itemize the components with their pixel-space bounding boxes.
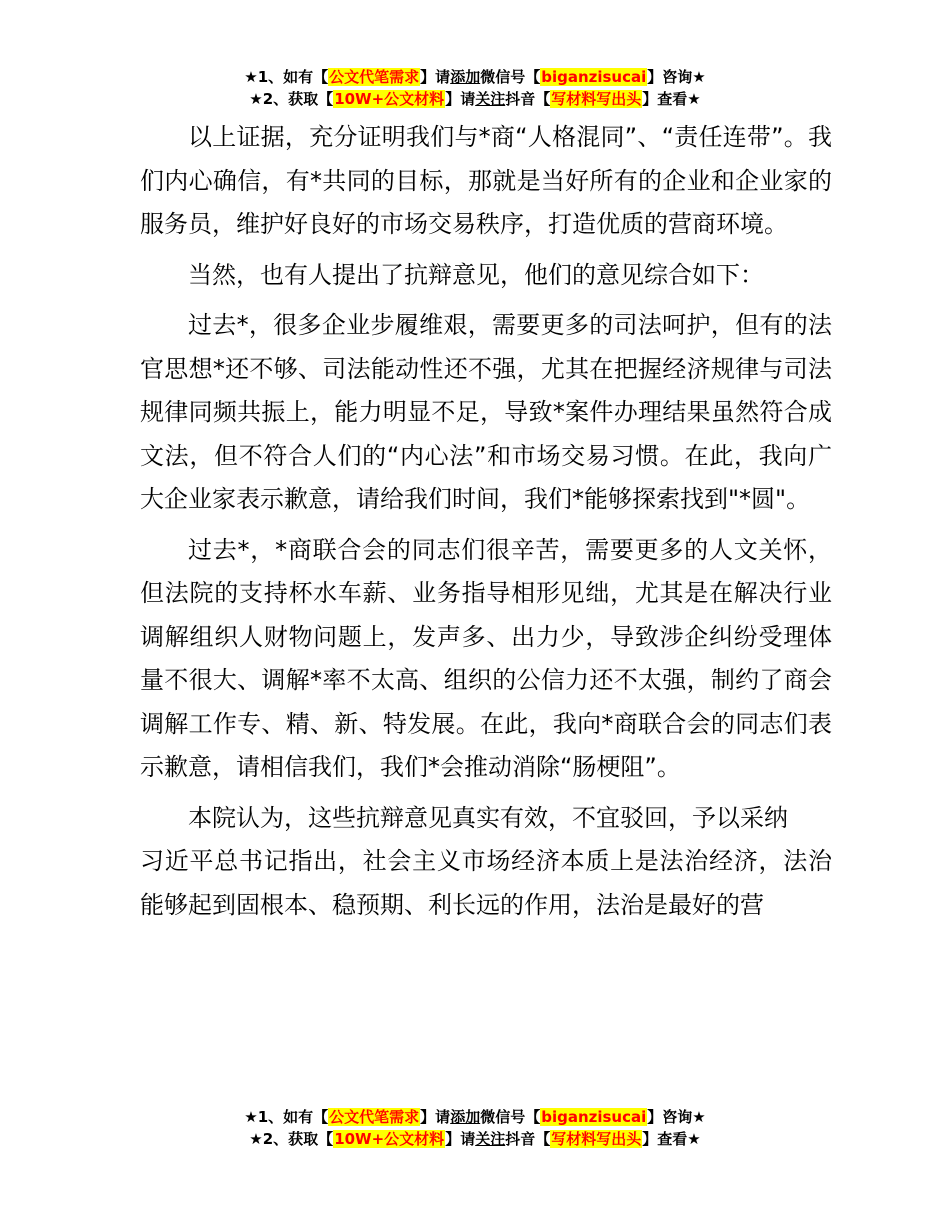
highlight-service: 公文代笔需求 — [329, 1108, 420, 1126]
banner-line-1: ★1、如有【公文代笔需求】请添加微信号【biganzisucai】咨询★ — [244, 68, 706, 86]
highlight-materials: 10W+公文材料 — [334, 90, 445, 108]
banner-line-1: ★1、如有【公文代笔需求】请添加微信号【biganzisucai】咨询★ — [244, 1108, 706, 1126]
highlight-douyin: 写材料写出头 — [551, 90, 642, 108]
paragraph-court-opinion: 本院认为，这些抗辩意见真实有效，不宜驳回，予以采纳 — [188, 803, 788, 832]
highlight-service: 公文代笔需求 — [329, 68, 420, 86]
document-body — [140, 116, 832, 934]
highlight-wechat-id: biganzisucai — [541, 1108, 647, 1126]
paragraph-defense-intro: 当然，也有人提出了抗辩意见，他们的意见综合如下： — [188, 260, 764, 289]
paragraph-evidence: 以上证据，充分证明我们与*商“人格混同”、“责任连带”。我们内心确信，有*共同的目标，那就是当好所有的企业和企业家的服务员，维护好良好的市场交易秩序，打造优质的营商环境。 — [140, 123, 832, 238]
highlight-materials: 10W+公文材料 — [334, 1130, 445, 1148]
header-banner — [0, 66, 950, 110]
highlight-douyin: 写材料写出头 — [551, 1130, 642, 1148]
banner-line-2: ★2、获取【10W+公文材料】请关注抖音【写材料写出头】查看★ — [249, 90, 701, 108]
footer-banner — [0, 1106, 950, 1150]
highlight-wechat-id: biganzisucai — [541, 68, 647, 86]
paragraph-quote: 习近平总书记指出，社会主义市场经济本质上是法治经济，法治能够起到固根本、稳预期、利长远的作用，法治是最好的营 — [140, 847, 832, 919]
paragraph-judges: 过去*，很多企业步履维艰，需要更多的司法呵护，但有的法官思想*还不够、司法能动性还不强，尤其在把握经济规律与司法规律同频共振上，能力明显不足，导致*案件办理结果虽然符合成文法，但不符合人们的“内心法”和市场交易习惯。在此，我向广大企业家表示歉意，请给我们时间，我们*能够探索找到"*圆"。 — [140, 311, 832, 513]
banner-line-2: ★2、获取【10W+公文材料】请关注抖音【写材料写出头】查看★ — [249, 1130, 701, 1148]
paragraph-chamber: 过去*，*商联合会的同志们很辛苦，需要更多的人文关怀，但法院的支持杯水车薪、业务指导相形见绌，尤其是在解决行业调解组织人财物问题上，发声多、出力少，导致涉企纠纷受理体量不很大、调解*率不太高、组织的公信力还不太强，制约了商会调解工作专、精、新、特发展。在此，我向*商联合会的同志们表示歉意，请相信我们，我们*会推动消除“肠梗阻”。 — [140, 535, 832, 781]
